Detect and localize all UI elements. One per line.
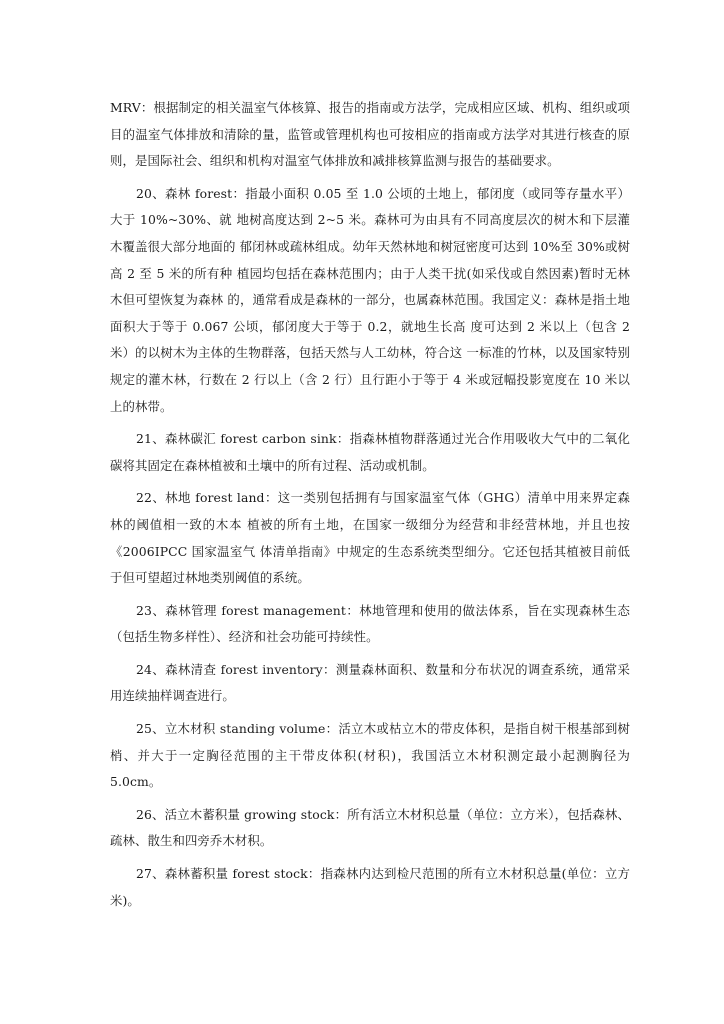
paragraph-item-22-forest-land: 22、林地 forest land：这一类别包括拥有与国家温室气体（GHG）清单中用来界定森林的阈值相一致的木本 植被的所有土地，在国家一级细分为经营和非经营林地，并且也按《2006IPCC 国家温室气 体清单指南》中规定的生态系统类型细分。它还包括其植被目前低于但可望超过林地类别阈值的系统。 <box>110 490 630 586</box>
paragraph-mrv: MRV：根据制定的相关温室气体核算、报告的指南或方法学，完成相应区域、机构、组织或项目的温室气体排放和清除的量，监管或管理机构也可按相应的指南或方法学对其进行核查的原则，是国际社会、组织和机构对温室气体排放和减排核算监测与报告的基础要求。 <box>110 100 630 169</box>
paragraph-item-27-forest-stock: 27、森林蓄积量 forest stock：指森林内达到检尺范围的所有立木材积总量(单位：立方米)。 <box>110 866 630 908</box>
paragraph-item-20-forest: 20、森林 forest：指最小面积 0.05 至 1.0 公顷的土地上，郁闭度（或同等存量水平）大于 10%~30%、就 地树高度达到 2~5 米。森林可为由具有不同高度层次的树木和下层灌木覆盖很大部分地面的 郁闭林或疏林组成。幼年天然林地和树冠密度可达到 10%至 30%或树高 2 至 5 米的所有种 植园均包括在森林范围内；由于人类干扰(如采伐或自然因素)暂时无林木但可望恢复为森林 的，通常看成是森林的一部分，也属森林范围。我国定义：森林是指土地面积大于等于 0.067 公顷，郁闭度大于等于 0.2，就地生长高 度可达到 2 米以上（包含 2 米）的以树木为主体的生物群落，包括天然与人工幼林，符合这 一标准的竹林，以及国家特别规定的灌木林，行数在 2 行以上（含 2 行）且行距小于等于 4 米或冠幅投影宽度在 10 米以上的林带。 <box>110 185 630 414</box>
paragraph-item-23-forest-management: 23、森林管理 forest management：林地管理和使用的做法体系，旨在实现森林生态（包括生物多样性）、经济和社会功能可持续性。 <box>110 602 630 645</box>
body-text <box>110 95 630 920</box>
paragraph-item-24-forest-inventory: 24、森林清查 forest inventory：测量森林面积、数量和分布状况的调查系统，通常采用连续抽样调查进行。 <box>110 661 630 704</box>
paragraph-item-26-growing-stock: 26、活立木蓄积量 growing stock：所有活立木材积总量（单位：立方米），包括森林、疏林、散生和四旁乔木材积。 <box>110 806 630 849</box>
paragraph-item-25-standing-volume: 25、立木材积 standing volume：活立木或枯立木的带皮体积，是指自树干根基部到树梢、并大于一定胸径范围的主干带皮体积(材积)，我国活立木材积测定最小起测胸径为5.0cm。 <box>110 721 630 790</box>
paragraph-item-21-forest-carbon-sink: 21、森林碳汇 forest carbon sink：指森林植物群落通过光合作用吸收大气中的二氧化碳将其固定在森林植被和土壤中的所有过程、活动或机制。 <box>110 431 630 473</box>
